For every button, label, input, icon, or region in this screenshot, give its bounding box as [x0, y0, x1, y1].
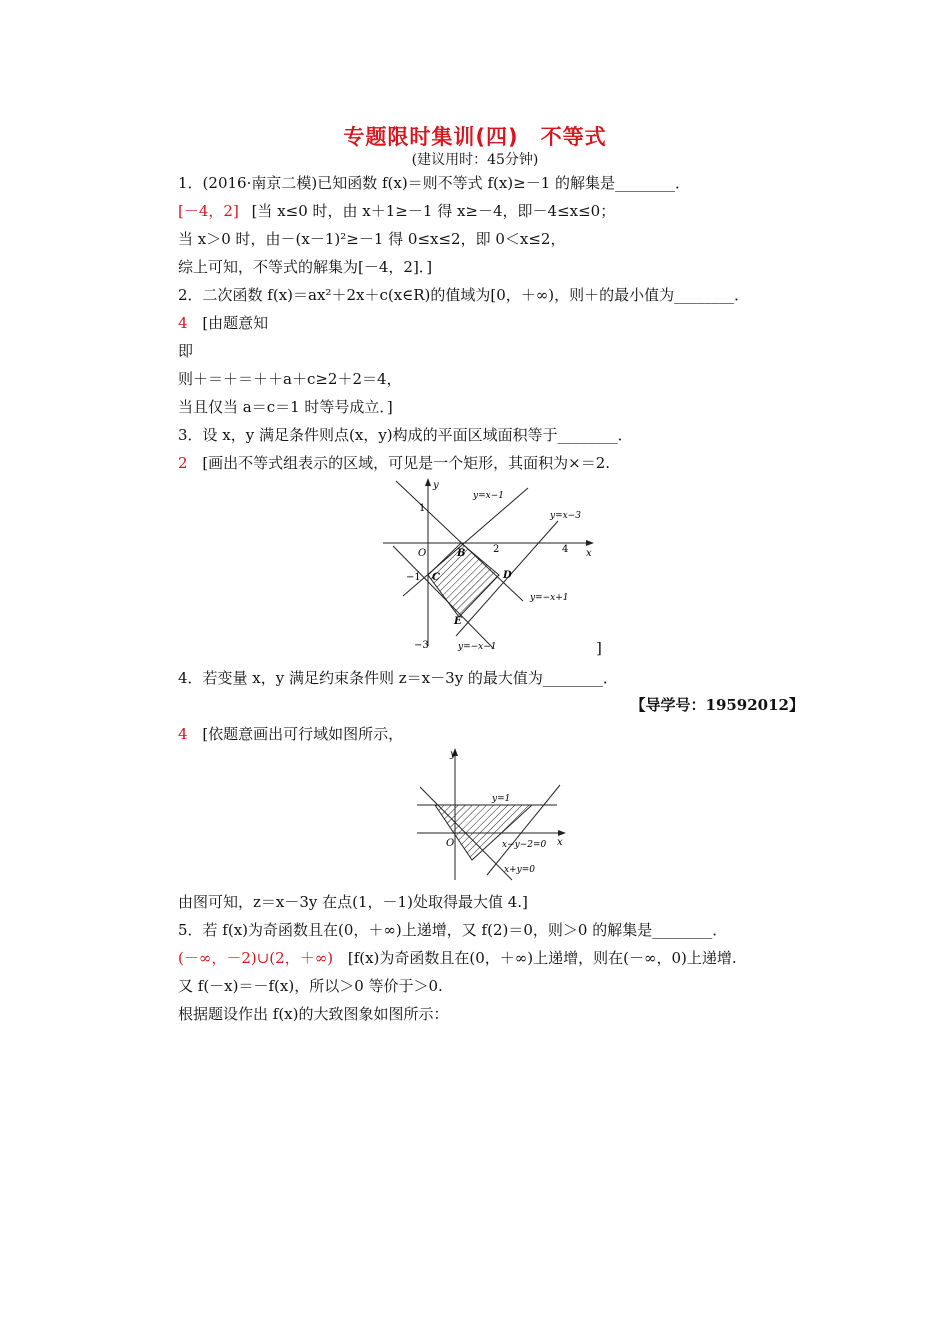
q3-y-label: y	[433, 480, 439, 491]
q5-answer: (－∞，－2)∪(2，＋∞)	[178, 949, 334, 967]
q3-point-B: B	[457, 548, 466, 559]
q3-tick-4: 4	[562, 544, 569, 555]
q3-tick-2: 2	[493, 544, 500, 555]
page-title: 专题限时集训(四) 不等式	[343, 125, 607, 149]
q4-label-x-plus-y: x+y=0	[504, 865, 535, 875]
q4-feasible-region-graph	[412, 745, 572, 885]
q4-answer-line	[178, 724, 403, 744]
q2-answer: 4	[178, 314, 188, 332]
q3-point-D: D	[503, 570, 512, 581]
q1-solution-3: 综上可知，不等式的解集为[－4，2]．]	[178, 258, 433, 276]
q4-x-label: x	[557, 837, 563, 848]
q4-x-arrow	[558, 830, 566, 836]
q5-solution-1: [f(x)为奇函数且在(0，＋∞)上递增，则在(－∞，0)上递增.	[347, 949, 737, 967]
q4-solution-2: 由图可知，z＝x－3y 在点(1，－1)处取得最大值 4.]	[178, 893, 528, 911]
q3-tick-neg-3: −3	[414, 640, 429, 651]
q4-reference-number: 【导学号：19592012】	[630, 696, 804, 714]
q4-y-label: y	[450, 749, 456, 760]
q1-question: 1．(2016·南京二模)已知函数 f(x)＝则不等式 f(x)≥－1 的解集是________．	[178, 174, 691, 192]
q2-solution-4: 当且仅当 a＝c＝1 时等号成立．]	[178, 398, 393, 416]
q1-answer: [－4，2]	[178, 202, 239, 220]
q5-solution-3: 根据题设作出 f(x)的大致图象如图所示：	[178, 1005, 449, 1023]
q3-x-label: x	[586, 548, 592, 559]
q3-answer-line	[178, 453, 610, 473]
q1-solution-1: [当 x≤0 时，由 x＋1≥－1 得 x≥－4，即－4≤x≤0；	[251, 202, 616, 220]
q3-label-y-eq-neg-x-minus-1: y=−x−1	[458, 642, 497, 652]
q3-point-C: C	[432, 572, 440, 583]
q4-question: 4．若变量 x，y 满足约束条件则 z＝x－3y 的最大值为________．	[178, 669, 618, 687]
q4-origin-label: O	[446, 838, 455, 849]
q3-region-graph	[378, 476, 608, 656]
suggested-time: (建议用时：45分钟)	[411, 152, 539, 168]
q3-x-arrow	[586, 540, 594, 546]
q2-question: 2．二次函数 f(x)＝ax²＋2x＋c(x∈R)的值域为[0，＋∞)，则＋的最小值为________．	[178, 286, 750, 304]
q3-label-y-eq-x-minus-3: y=x−3	[550, 511, 581, 521]
q2-solution-2: 即	[178, 342, 194, 360]
q5-solution-2: 又 f(－x)＝－f(x)，所以＞0 等价于＞0.	[178, 977, 443, 995]
q3-tick-neg-1: −1	[406, 572, 421, 583]
q1-answer-line	[178, 201, 615, 221]
q3-label-y-eq-x-minus-1: y=x−1	[473, 491, 504, 501]
q3-question: 3．设 x，y 满足条件则点(x，y)构成的平面区域面积等于________．	[178, 426, 633, 444]
q1-solution-2: 当 x＞0 时，由－(x－1)²≥－1 得 0≤x≤2，即 0＜x≤2，	[178, 230, 566, 248]
q2-solution-1: [由题意知	[202, 314, 269, 332]
q4-answer: 4	[178, 725, 188, 743]
q4-label-x-minus-y-minus-2: x−y−2=0	[502, 840, 547, 850]
q4-solution-1: [依题意画出可行域如图所示，	[202, 725, 404, 743]
q3-label-y-eq-neg-x-plus-1: y=−x+1	[530, 593, 569, 603]
q3-answer: 2	[178, 454, 188, 472]
q4-label-y-eq-1: y=1	[492, 794, 511, 804]
q5-answer-line	[178, 948, 737, 968]
q5-question: 5．若 f(x)为奇函数且在(0，＋∞)上递增，又 f(2)＝0，则＞0 的解集是________．	[178, 921, 728, 939]
q3-tick-1: 1	[419, 503, 426, 514]
q3-closing-bracket: ]	[596, 639, 602, 657]
q2-answer-line	[178, 313, 268, 333]
q3-origin-label: O	[418, 548, 427, 559]
q2-solution-3: 则＋＝＋＝＋＋a＋c≥2＋2＝4，	[178, 370, 402, 388]
q3-point-E: E	[454, 616, 462, 627]
q3-solution-1: [画出不等式组表示的区域，可见是一个矩形，其面积为×＝2.	[202, 454, 611, 472]
q3-y-arrow	[425, 478, 431, 486]
